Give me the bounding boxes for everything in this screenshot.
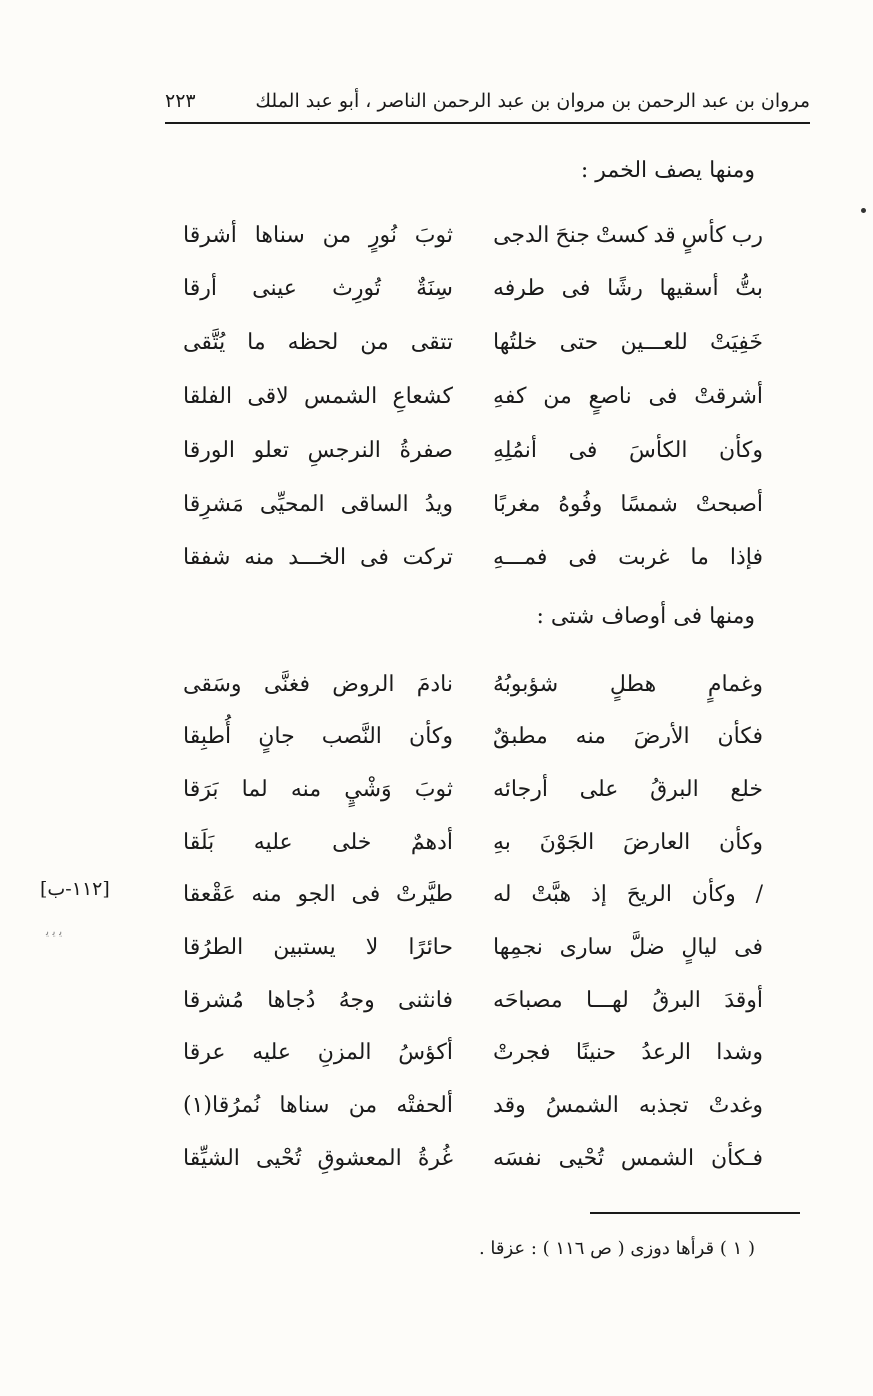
verse-word: مصباحَه [493, 987, 563, 1013]
manuscript-folio-marker: [١١٢-ب] [40, 878, 110, 900]
verse-word: البرقُ [652, 987, 701, 1013]
verse-word: مَشرِقا [183, 491, 244, 517]
verse-word: لا [365, 935, 379, 960]
verse-word: بهِ [493, 829, 511, 855]
verse-word: تتقى [410, 330, 453, 356]
verse-word: المزنِ [317, 1040, 372, 1066]
first-hemistich [493, 384, 763, 409]
verse-word: وشدا [716, 1040, 763, 1066]
verse-word: تجذبه [638, 1093, 689, 1119]
verse-word: فى [734, 935, 763, 960]
first-hemistich [493, 724, 763, 749]
section-heading: ومنها فى أوصاف شتى : [536, 604, 755, 629]
header-rule [165, 122, 810, 124]
verse-word: وغمامٍ [707, 671, 763, 697]
verse-word: خَفِيَتْ [710, 330, 763, 356]
header-title: مروان بن عبد الرحمن بن مروان بن عبد الرحمن الناصر ، أبو عبد الملك [255, 90, 810, 112]
verse-word: ثوبَ [414, 776, 453, 802]
verse-word: ناصعٍ [588, 383, 632, 409]
verse-word: ألحفتْه [396, 1093, 453, 1119]
first-hemistich [493, 882, 763, 907]
verse-word: أرقا [183, 276, 217, 302]
second-hemistich [183, 438, 453, 463]
verse-word: الطرُقا [183, 935, 244, 960]
verse-word: منه [290, 776, 322, 802]
verse-word: فمـــهِ [493, 545, 548, 571]
verse-word: المحيِّى [259, 491, 325, 517]
verse-word: حتى [559, 330, 599, 356]
second-hemistich [183, 276, 453, 301]
verse-word: إذ [590, 882, 607, 908]
verse-word: هبَّتْ [531, 882, 572, 908]
verse-word: وكأن [719, 437, 763, 463]
second-hemistich [183, 492, 453, 517]
verse-word: الشيِّقا [183, 1145, 240, 1171]
verse-word: الكأسَ [628, 437, 688, 463]
verse-word: تُورِث [332, 276, 381, 302]
verse-word: فإذا [729, 545, 763, 571]
verse-word: وفُوهُ [558, 491, 603, 517]
verse-word: وقد [493, 1093, 526, 1119]
verse-line [183, 430, 763, 470]
verse-word: ما [247, 330, 266, 356]
verse-word: وكأن [719, 829, 763, 855]
verse-word: ما [690, 545, 709, 571]
second-hemistich [183, 223, 453, 248]
verse-word: شؤبوبُهُ [493, 671, 559, 697]
verse-word: عليه [253, 829, 293, 855]
verse-word: من [322, 222, 352, 248]
first-hemistich [493, 1040, 763, 1065]
first-hemistich [493, 672, 763, 697]
verse-word: غُرةُ [417, 1145, 453, 1171]
verse-word: مُشرقا [183, 987, 244, 1013]
footnote: ( ١ ) قرأها دوزى ( ص ١١٦ ) : عزقا . [478, 1238, 755, 1259]
verse-word: نفسَه [493, 1145, 542, 1171]
verse-word: خلع [730, 776, 763, 802]
verse-word: فانثنى [398, 987, 453, 1013]
verse-word: وكأن [409, 724, 453, 750]
verse-line [183, 717, 763, 757]
second-hemistich [183, 384, 453, 409]
verse-line [183, 875, 763, 915]
second-hemistich [183, 545, 453, 570]
verse-word: الجَوْنَ [539, 829, 595, 855]
verse-word: فى [568, 545, 598, 571]
footnote-rule [590, 1212, 800, 1214]
verse-word: عَقْعقا [183, 882, 236, 908]
verse-line [183, 376, 763, 416]
second-hemistich [183, 777, 453, 802]
second-hemistich [183, 988, 453, 1013]
first-hemistich [493, 935, 763, 960]
verse-word: نجمِها [493, 935, 543, 960]
verse-word: خلى [332, 829, 372, 855]
verse-word: سارى [559, 935, 613, 960]
page-number: ٢٢٣ [165, 90, 196, 112]
second-hemistich [183, 882, 453, 907]
verse-word: تُحْيى [256, 1145, 302, 1171]
verse-word: ليالٍ [681, 935, 718, 960]
verse-word: النَّصب [321, 724, 382, 750]
verse-word: الشمسُ [545, 1093, 619, 1119]
verse-word: مطبقٌ [493, 724, 548, 750]
verse-word: قد [653, 222, 676, 248]
second-hemistich [183, 935, 453, 960]
verse-word: الشمس [620, 1145, 695, 1171]
first-hemistich [493, 276, 763, 301]
verse-line [183, 664, 763, 704]
verse-word: النرجسِ [307, 437, 381, 463]
verse-word: الساقى [340, 491, 409, 517]
verse-word: رشًا [607, 276, 643, 302]
first-hemistich [493, 1146, 763, 1171]
section-heading: ومنها يصف الخمر : [580, 158, 755, 183]
verse-word: تركت [402, 545, 453, 571]
first-hemistich [493, 545, 763, 570]
verse-word: طيَّرتْ [396, 882, 453, 908]
verse-line [183, 323, 763, 363]
verse-word: كأسٍ [681, 222, 726, 248]
verse-word: هطلٍ [609, 671, 657, 697]
verse-word: المعشوقِ [317, 1145, 402, 1171]
verse-word: طرفه [493, 276, 545, 302]
verse-word: الروض [332, 671, 395, 697]
verse-word: على [579, 776, 619, 802]
verse-word: منه [251, 882, 282, 908]
verse-word: بَلَقا [183, 829, 215, 855]
verse-word: أنمُلِهِ [493, 437, 538, 463]
verse-word: تعلو [253, 437, 290, 463]
verse-line [183, 215, 763, 255]
verse-word: فى [568, 437, 598, 463]
first-hemistich [493, 1093, 763, 1118]
verse-word: رب [731, 222, 763, 248]
verse-word: أصبحتْ [695, 491, 763, 517]
verse-word: عرقا [183, 1040, 226, 1066]
verse-word: أوقدَ [724, 987, 763, 1013]
verse-word: بَرَقا [183, 776, 219, 802]
verse-word: الشمس [303, 383, 378, 409]
verse-word: أُطبِقا [183, 724, 232, 750]
verse-word: ويدُ [424, 491, 453, 517]
verse-word: مغربًا [493, 491, 541, 517]
verse-word: الفلقا [183, 383, 233, 409]
verse-word: وسَقى [183, 671, 242, 697]
verse-word: لما [241, 776, 268, 802]
verse-word: منه [244, 545, 275, 571]
verse-word: من [543, 383, 572, 409]
verse-word: نُمرُقا(١) [183, 1093, 261, 1119]
verse-word: شمسًا [620, 491, 678, 517]
verse-word: سناها [254, 222, 305, 248]
verse-word: من [348, 1093, 378, 1119]
second-hemistich [183, 724, 453, 749]
verse-line [183, 822, 763, 862]
first-hemistich [493, 492, 763, 517]
verse-word: سِنَةٌ [416, 276, 453, 302]
first-hemistich [493, 777, 763, 802]
verse-word: نادمَ [416, 671, 453, 697]
verse-word: فى [351, 882, 381, 908]
first-hemistich [493, 330, 763, 355]
verse-word: أرجائه [493, 776, 548, 802]
verse-word: شفقا [183, 545, 231, 571]
second-hemistich [183, 1093, 453, 1118]
second-hemistich [183, 1146, 453, 1171]
first-hemistich [493, 223, 763, 248]
verse-word: غربت [618, 545, 670, 571]
verse-word: ضلَّ [629, 935, 665, 960]
second-hemistich [183, 330, 453, 355]
verse-word: أسقيها [659, 276, 719, 302]
verse-word: لحظه [287, 330, 339, 356]
verse-word: الجو [297, 882, 336, 908]
verse-word: الريحَ [626, 882, 672, 908]
verse-line [183, 269, 763, 309]
verse-line [183, 538, 763, 578]
verse-word: له [493, 882, 512, 908]
verse-word: وَشْيٍ [344, 776, 392, 802]
verse-line [183, 1033, 763, 1073]
second-hemistich [183, 672, 453, 697]
verse-line [183, 980, 763, 1020]
verse-word: فى [648, 383, 678, 409]
verse-line [183, 769, 763, 809]
verse-word: خلتُها [493, 330, 538, 356]
verse-word: فجرتْ [493, 1040, 551, 1066]
verse-word: جانٍ [258, 724, 295, 750]
verse-word: العارضَ [622, 829, 691, 855]
verse-word: / [755, 882, 763, 908]
verse-word: للعـــين [620, 330, 688, 356]
verse-word: الخـــد [288, 545, 347, 571]
verse-line [183, 1086, 763, 1126]
verse-word: عليه [252, 1040, 292, 1066]
verse-word: حائرًا [408, 935, 453, 960]
verse-word: دُجاها [267, 987, 316, 1013]
verse-word: فـكأن [711, 1145, 763, 1171]
verse-word: أكؤسُ [398, 1040, 453, 1066]
verse-word: فى [359, 545, 389, 571]
second-hemistich [183, 1040, 453, 1065]
verse-word: منه [575, 724, 606, 750]
verse-word: لهـــا [585, 987, 629, 1013]
verse-word: وجهُ [338, 987, 375, 1013]
verse-word: فى [561, 276, 591, 302]
verse-word: أشرقتْ [694, 383, 763, 409]
verse-word: كفهِ [493, 383, 527, 409]
verse-word: بتُّ [735, 276, 763, 302]
verse-word: البرقُ [650, 776, 699, 802]
verse-word: سناها [279, 1093, 330, 1119]
verse-word: أدهمٌ [410, 829, 453, 855]
second-hemistich [183, 830, 453, 855]
margin-dot [861, 208, 866, 213]
verse-word: ثوبَ [414, 222, 453, 248]
verse-word: فغنَّى [263, 671, 310, 697]
verse-word: كستْ [595, 222, 648, 248]
running-header [165, 84, 810, 118]
first-hemistich [493, 830, 763, 855]
verse-word: أشرقا [183, 222, 237, 248]
verse-word: فكأن [717, 724, 763, 750]
verse-word: الدجى [493, 222, 550, 248]
verse-word: نُورٍ [368, 222, 398, 248]
verse-line [183, 1138, 763, 1178]
verse-line [183, 928, 763, 968]
verse-line [183, 484, 763, 524]
verse-word: عينى [252, 276, 297, 302]
verse-word: يُتَّقى [183, 330, 226, 356]
verse-word: حنينًا [575, 1040, 617, 1066]
margin-mark: ﯾ ﯾ ﯾ [46, 925, 63, 938]
verse-word: الأرضَ [633, 724, 690, 750]
verse-word: كشعاعِ [392, 383, 453, 409]
first-hemistich [493, 988, 763, 1013]
verse-word: الورقا [183, 437, 236, 463]
verse-word: جنحَ [555, 222, 590, 248]
verse-word: الرعدُ [641, 1040, 691, 1066]
verse-word: وكأن [691, 882, 736, 908]
verse-word: وغدتْ [708, 1093, 763, 1119]
verse-word: لاقى [247, 383, 289, 409]
verse-word: من [360, 330, 389, 356]
verse-word: تُحْيى [558, 1145, 604, 1171]
verse-word: صفرةُ [399, 437, 453, 463]
verse-word: يستبين [273, 935, 336, 960]
first-hemistich [493, 438, 763, 463]
